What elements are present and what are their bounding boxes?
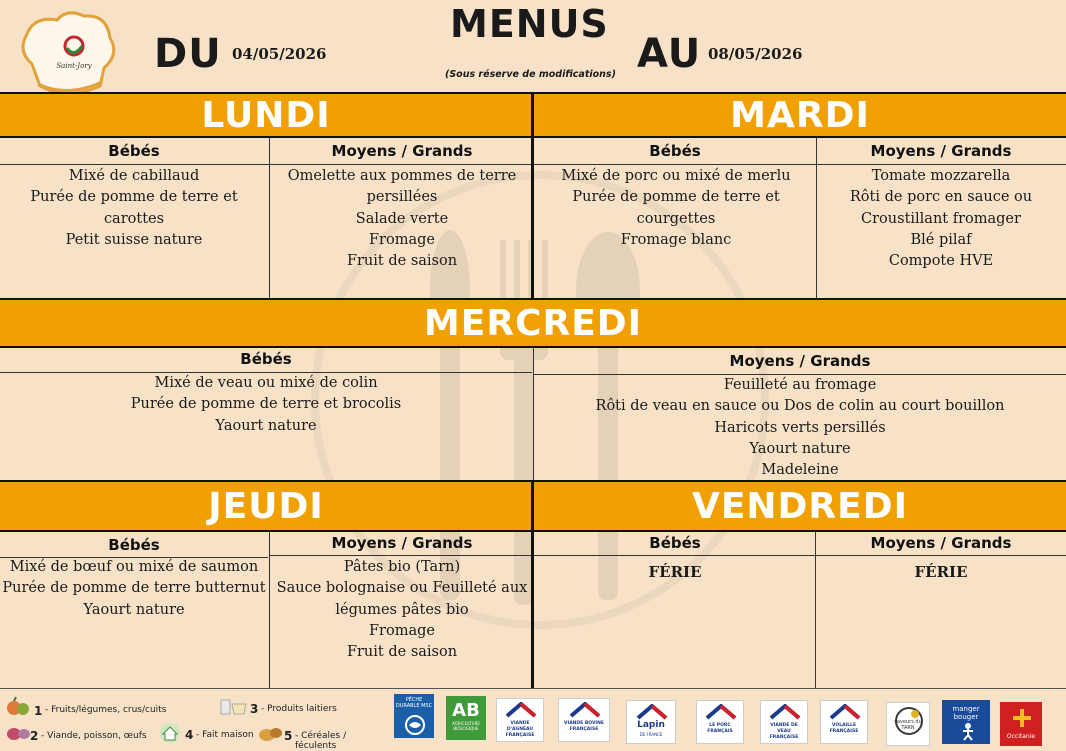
- legend-number: 2: [30, 729, 39, 743]
- menu-item: Purée de pomme de terre butternut: [2, 580, 266, 597]
- meat-fish-eggs-icon: [6, 722, 32, 744]
- jeudi-bebes-menu: [0, 557, 268, 621]
- saveurs-du-tarn-badge: [886, 702, 930, 746]
- badge-text: VOLAILLE FRANÇAISE: [829, 723, 859, 734]
- vendredi-bebes-menu: FÉRIE: [648, 563, 702, 581]
- french-flag-icon: [769, 704, 801, 720]
- day-name-mercredi: MERCREDI: [423, 302, 643, 344]
- divider: [0, 688, 1066, 689]
- legend: [0, 690, 390, 750]
- menu-item: Mixé de cabillaud: [68, 168, 200, 184]
- lundi-bebes-menu: [0, 166, 268, 251]
- menu-item: Fromage: [369, 231, 435, 248]
- french-flag-icon: [705, 704, 737, 720]
- legend-number: 1: [34, 704, 43, 718]
- day-name-mardi: MARDI: [730, 94, 870, 136]
- occitanie-region-badge: [1000, 702, 1042, 746]
- menu-item: Sauce bolognaise ou Feuilleté aux légumes pâtes bio: [276, 580, 528, 618]
- jeudi-grands-menu: [272, 557, 532, 663]
- menu-item: Salade verte: [355, 210, 449, 227]
- date-start: 04/05/2026: [232, 45, 327, 63]
- menu-item: Purée de pomme de terre et carottes: [30, 189, 238, 227]
- legend-label: - Fait maison: [196, 730, 254, 740]
- menu-item: Mixé de veau ou mixé de colin: [154, 375, 378, 391]
- day-name-vendredi: VENDREDI: [691, 485, 909, 527]
- menu-item: Fromage blanc: [620, 231, 732, 248]
- menu-item: Fruit de saison: [346, 253, 458, 270]
- menu-item: Feuilleté au fromage: [723, 377, 877, 393]
- divider: [270, 555, 1066, 556]
- menu-item: Mixé de porc ou mixé de merlu: [561, 168, 791, 184]
- divider: [531, 480, 534, 688]
- au-label: AU: [637, 31, 702, 77]
- mercredi-grands-header: Moyens / Grands: [729, 352, 871, 370]
- divider: [269, 532, 270, 688]
- french-beef-badge: [558, 698, 610, 742]
- day-band-lundi: [0, 92, 532, 138]
- vendredi-grands-menu: FÉRIE: [914, 563, 968, 581]
- legend-label: - Fruits/légumes, crus/cuits: [45, 705, 167, 715]
- day-band-mardi: [534, 92, 1066, 138]
- badge-text: manger bouger: [952, 705, 980, 721]
- vendredi-grands-header: Moyens / Grands: [870, 534, 1012, 552]
- cereals-starches-icon: [258, 722, 284, 744]
- jeudi-grands-header: Moyens / Grands: [331, 534, 473, 552]
- badge-text: LE PORC FRANÇAIS: [707, 723, 733, 734]
- legend-label: - Produits laitiers: [261, 704, 337, 714]
- badge-text: AB: [452, 700, 480, 721]
- du-label: DU: [154, 31, 222, 77]
- french-flag-icon: [829, 704, 861, 720]
- menu-item: Rôti de porc en sauce ou Croustillant fromager: [849, 189, 1033, 227]
- msc-sustainable-fishing-badge: [394, 694, 434, 738]
- fish-icon: [403, 715, 427, 735]
- mardi-grands-header: Moyens / Grands: [870, 142, 1012, 160]
- svg-text:Saint-Jory: Saint-Jory: [56, 62, 92, 70]
- badge-text: VIANDE D'AGNEAU FRANÇAISE: [505, 721, 535, 738]
- divider: [815, 532, 816, 688]
- occitan-cross-icon: [1011, 707, 1033, 729]
- badge-text: DE FRANCE: [639, 732, 663, 737]
- menu-item: Purée de pomme de terre et courgettes: [572, 189, 780, 227]
- vendredi-bebes-header: Bébés: [649, 534, 701, 552]
- legend-number: 5: [284, 729, 293, 743]
- french-poultry-badge: [820, 700, 868, 744]
- menu-item: Yaourt nature: [215, 417, 317, 434]
- badge-text: Occitanie: [1006, 733, 1036, 740]
- day-name-lundi: LUNDI: [201, 94, 331, 136]
- day-band-jeudi: [0, 480, 532, 532]
- divider: [533, 348, 534, 480]
- menu-item: Rôti de veau en sauce ou Dos de colin au court bouillon: [595, 398, 1005, 415]
- day-band-mercredi: [0, 298, 1066, 348]
- date-end: 08/05/2026: [708, 45, 803, 63]
- legend-number: 3: [250, 702, 259, 716]
- mercredi-grands-menu: [534, 375, 1066, 481]
- homemade-house-icon: [158, 722, 182, 744]
- badge-text: saveurs du TARN: [894, 719, 922, 731]
- menu-item: Blé pilaf: [910, 231, 972, 248]
- mardi-grands-menu: [832, 166, 1050, 272]
- mardi-bebes-header: Bébés: [649, 142, 701, 160]
- menu-item: Purée de pomme de terre et brocolis: [130, 396, 402, 413]
- divider: [816, 138, 817, 298]
- menu-item: Haricots verts persillés: [714, 419, 886, 436]
- badge-text: VIANDE BOVINE FRANÇAISE: [564, 721, 604, 732]
- badge-text: VIANDE DE VEAU FRANÇAISE: [769, 723, 799, 740]
- french-lamb-badge: [496, 698, 544, 742]
- menu-item: Yaourt nature: [749, 440, 851, 457]
- day-name-jeudi: JEUDI: [208, 485, 324, 527]
- lundi-bebes-header: Bébés: [108, 142, 160, 160]
- person-icon: [961, 723, 975, 741]
- rabbit-of-france-badge: [626, 700, 676, 744]
- french-flag-icon: [569, 702, 601, 718]
- manger-bouger-badge: [942, 700, 990, 744]
- menu-item: Madeleine: [761, 462, 839, 479]
- mercredi-bebes-header: Bébés: [240, 350, 292, 368]
- chef-hat-logo: [12, 6, 122, 106]
- lundi-grands-header: Moyens / Grands: [331, 142, 473, 160]
- badge-text: PÊCHE DURABLE MSC: [395, 697, 433, 709]
- menu-item: Fromage: [369, 622, 435, 639]
- french-pork-badge: [696, 700, 744, 744]
- jeudi-bebes-header: Bébés: [108, 536, 160, 554]
- menu-item: Yaourt nature: [83, 601, 185, 618]
- dairy-products-icon: [218, 694, 248, 716]
- french-flag-icon: [505, 702, 537, 718]
- mardi-bebes-menu: [550, 166, 802, 251]
- lundi-grands-menu: [280, 166, 524, 272]
- fruits-vegetables-icon: [6, 696, 32, 718]
- menu-item: Mixé de bœuf ou mixé de saumon: [9, 559, 259, 575]
- menu-item: Omelette aux pommes de terre persillées: [287, 168, 517, 206]
- legend-label: - Céréales / féculents: [295, 731, 347, 751]
- subtitle: (Sous réserve de modifications): [445, 69, 616, 80]
- badge-text: AGRICULTURE BIOLOGIQUE: [452, 721, 480, 731]
- mercredi-bebes-menu: [0, 373, 532, 437]
- french-veal-badge: [760, 700, 808, 744]
- legend-label: - Viande, poisson, œufs: [41, 731, 147, 741]
- organic-agriculture-badge: [446, 696, 486, 740]
- divider: [269, 138, 270, 298]
- french-flag-icon: [636, 704, 668, 720]
- menu-item: Compote HVE: [888, 253, 994, 270]
- divider: [531, 92, 534, 298]
- badge-text: Lapin: [637, 720, 665, 730]
- menu-item: Pâtes bio (Tarn): [343, 559, 461, 575]
- page-title: MENUS: [450, 2, 609, 46]
- day-band-vendredi: [534, 480, 1066, 532]
- menu-item: Fruit de saison: [346, 644, 458, 661]
- menu-item: Petit suisse nature: [65, 231, 203, 248]
- legend-number: 4: [185, 728, 194, 742]
- menu-item: Tomate mozzarella: [871, 168, 1011, 184]
